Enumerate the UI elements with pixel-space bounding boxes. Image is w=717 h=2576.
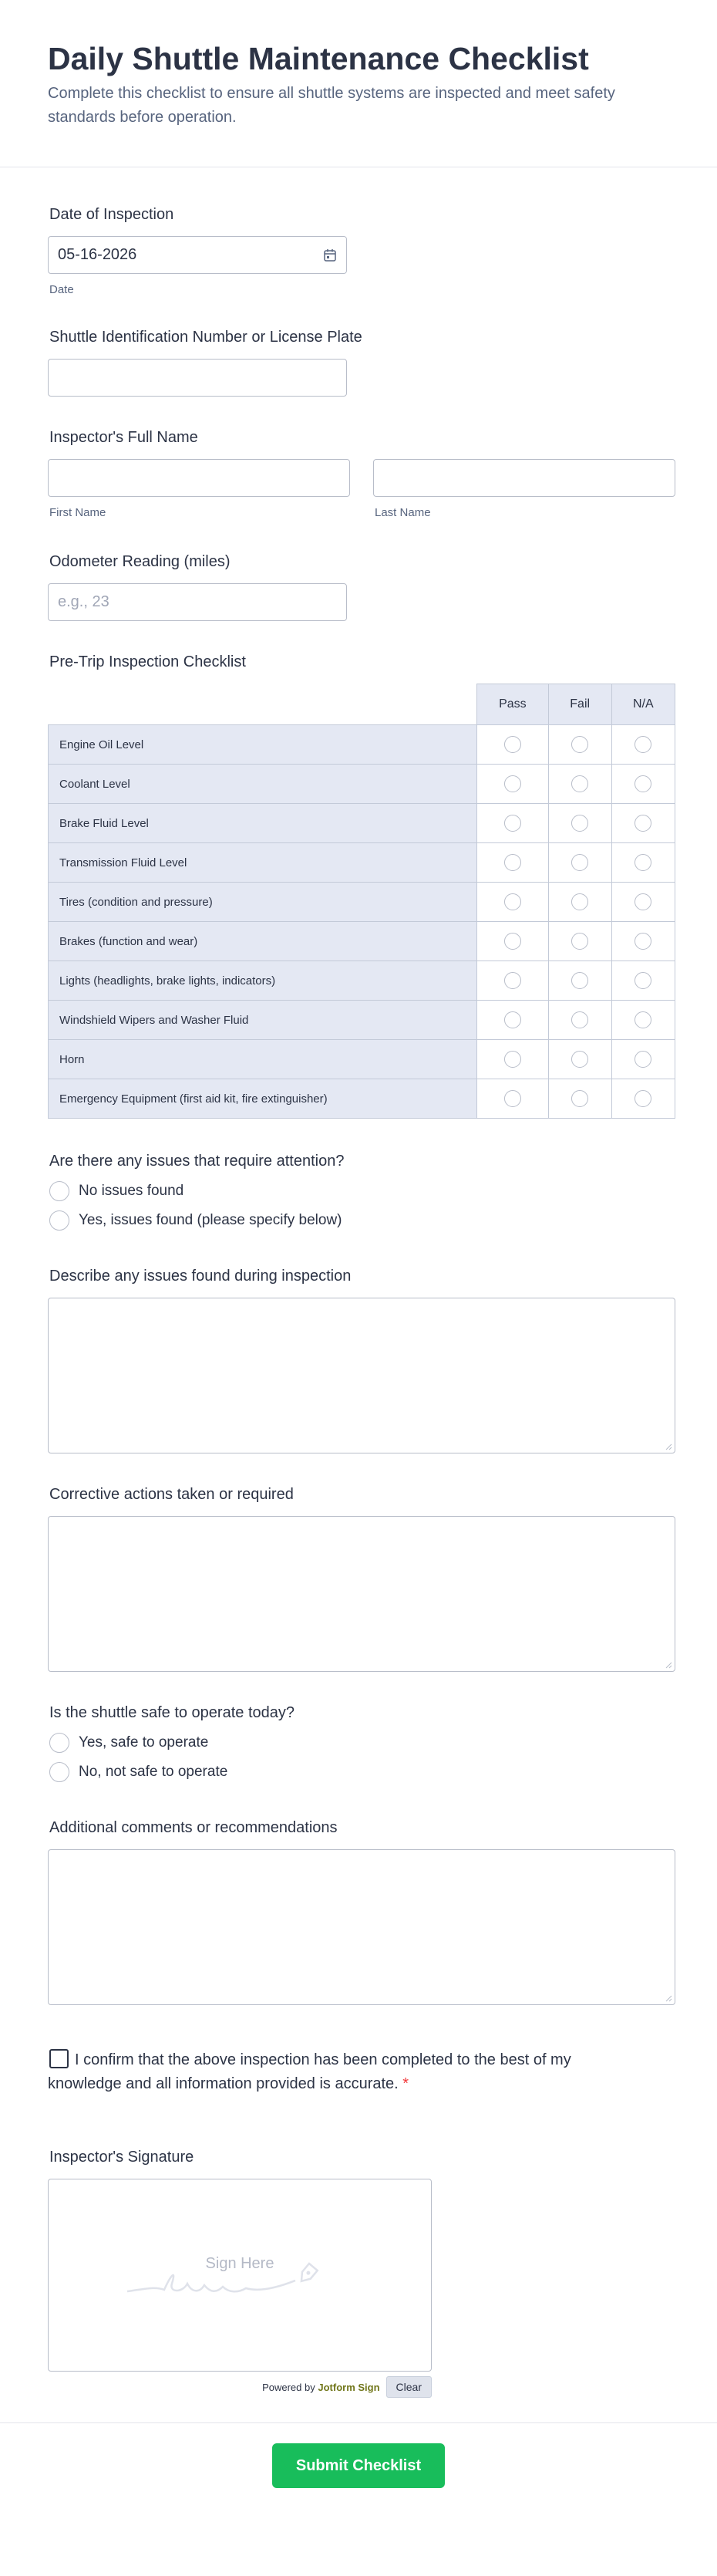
matrix-cell-pass [477,1040,548,1079]
comments-textarea[interactable] [48,1849,675,2005]
date-field [48,206,675,296]
matrix-rows [49,725,675,1119]
matrix-row-label: Windshield Wipers and Washer Fluid [49,1001,477,1040]
powered-brand: Jotform Sign [318,2381,380,2393]
column-fail: Fail [548,684,611,725]
option-safe[interactable] [49,1728,675,1757]
last-name-sublabel: Last Name [375,506,431,519]
radio-pass[interactable] [504,736,521,753]
matrix-row-label: Brake Fluid Level [49,804,477,843]
radio-na[interactable] [635,972,651,989]
matrix-cell-fail [548,843,611,883]
matrix-cell-pass [477,883,548,922]
matrix-cell-na [611,1001,675,1040]
checklist-field [48,653,675,1119]
matrix-row [49,843,675,883]
radio-not-safe[interactable] [49,1762,69,1782]
form-title: Daily Shuttle Maintenance Checklist [48,41,589,76]
radio-fail[interactable] [571,1090,588,1107]
radio-pass[interactable] [504,1011,521,1028]
radio-na[interactable] [635,1051,651,1068]
radio-na[interactable] [635,854,651,871]
inspector-name-field [48,429,675,519]
matrix-cell-pass [477,765,548,804]
clear-signature-button[interactable]: Clear [386,2376,432,2398]
radio-pass[interactable] [504,972,521,989]
radio-pass[interactable] [504,933,521,950]
matrix-cell-fail [548,804,611,843]
matrix-cell-fail [548,1079,611,1119]
matrix-row-label: Lights (headlights, brake lights, indicators) [49,961,477,1001]
form-body [0,206,717,2398]
radio-na[interactable] [635,815,651,832]
form-footer [0,2422,717,2508]
matrix-cell-pass [477,1079,548,1119]
odometer-placeholder: e.g., 23 [58,593,109,610]
signature-pad[interactable] [48,2179,432,2372]
radio-fail[interactable] [571,854,588,871]
matrix-row [49,765,675,804]
corrective-actions-field [48,1486,675,1672]
checklist-matrix [48,684,675,1119]
signature-placeholder: Sign Here [205,2255,274,2272]
calendar-icon[interactable] [323,248,337,262]
matrix-cell-fail [548,765,611,804]
radio-fail[interactable] [571,815,588,832]
matrix-cell-pass [477,725,548,765]
powered-by [262,2382,379,2393]
matrix-row [49,804,675,843]
radio-pass[interactable] [504,854,521,871]
first-name-sublabel: First Name [49,506,106,519]
radio-na[interactable] [635,775,651,792]
matrix-cell-pass [477,843,548,883]
matrix-cell-na [611,804,675,843]
matrix-cell-na [611,1040,675,1079]
resize-grip-icon[interactable] [665,1661,672,1669]
radio-pass[interactable] [504,775,521,792]
column-pass: Pass [477,684,548,725]
checklist-label: Pre-Trip Inspection Checklist [49,653,246,670]
signature-label: Inspector's Signature [49,2149,194,2166]
confirmation-row[interactable] [48,2048,587,2096]
matrix-row-label: Horn [49,1040,477,1079]
date-sublabel: Date [49,283,74,296]
issues-question-label: Are there any issues that require attention? [49,1153,345,1170]
confirmation-checkbox[interactable] [49,2049,69,2068]
date-label: Date of Inspection [49,206,174,223]
comments-field [48,1819,675,2005]
option-label: No issues found [79,1183,184,1199]
radio-pass[interactable] [504,1051,521,1068]
odometer-field [48,553,675,621]
matrix-cell-fail [548,1001,611,1040]
matrix-row [49,961,675,1001]
matrix-cell-na [611,765,675,804]
option-no-issues[interactable] [49,1177,675,1206]
submit-button[interactable]: Submit Checklist [272,2443,445,2488]
radio-pass[interactable] [504,815,521,832]
first-name-input[interactable] [48,459,350,497]
matrix-row [49,725,675,765]
radio-issues-found[interactable] [49,1210,69,1231]
matrix-row-label: Coolant Level [49,765,477,804]
matrix-row [49,1001,675,1040]
resize-grip-icon[interactable] [665,1443,672,1450]
signature-footer [48,2376,432,2398]
matrix-cell-na [611,961,675,1001]
required-mark: * [402,2075,409,2092]
date-value: 05-16-2026 [58,246,137,263]
matrix-cell-fail [548,922,611,961]
matrix-cell-fail [548,961,611,1001]
option-label: Yes, safe to operate [79,1734,209,1751]
radio-na[interactable] [635,933,651,950]
radio-na[interactable] [635,736,651,753]
shuttle-id-field [48,329,675,397]
radio-na[interactable] [635,1090,651,1107]
odometer-input[interactable] [48,583,347,621]
issues-description-field [48,1268,675,1453]
corrective-actions-label: Corrective actions taken or required [49,1486,294,1503]
matrix-row [49,1040,675,1079]
radio-fail[interactable] [571,933,588,950]
matrix-cell-pass [477,804,548,843]
option-issues-found[interactable] [49,1206,675,1235]
safe-question-label: Is the shuttle safe to operate today? [49,1704,295,1721]
matrix-cell-pass [477,1001,548,1040]
radio-safe[interactable] [49,1733,69,1753]
radio-pass[interactable] [504,1090,521,1107]
radio-pass[interactable] [504,893,521,910]
matrix-cell-fail [548,1040,611,1079]
matrix-row-label: Engine Oil Level [49,725,477,765]
matrix-cell-pass [477,961,548,1001]
radio-na[interactable] [635,893,651,910]
radio-fail[interactable] [571,1051,588,1068]
radio-na[interactable] [635,1011,651,1028]
matrix-cell-pass [477,922,548,961]
form-header [0,0,717,167]
radio-fail[interactable] [571,736,588,753]
matrix-cell-fail [548,883,611,922]
confirmation-text: I confirm that the above inspection has been completed to the best of my knowledge and all information provided is accurate. [48,2051,571,2092]
corrective-actions-textarea[interactable] [48,1516,675,1672]
shuttle-id-input[interactable] [48,359,347,397]
radio-fail[interactable] [571,1011,588,1028]
radio-fail[interactable] [571,893,588,910]
matrix-corner [49,684,477,725]
matrix-cell-na [611,1079,675,1119]
last-name-input[interactable] [373,459,675,497]
option-label: No, not safe to operate [79,1764,228,1780]
radio-fail[interactable] [571,972,588,989]
powered-prefix: Powered by [262,2381,315,2393]
resize-grip-icon[interactable] [665,1994,672,2002]
matrix-cell-na [611,883,675,922]
signature-field [48,2149,675,2398]
matrix-cell-fail [548,725,611,765]
option-not-safe[interactable] [49,1757,675,1787]
comments-label: Additional comments or recommendations [49,1819,338,1836]
form-subtitle: Complete this checklist to ensure all shuttle systems are inspected and meet safety standards before operation. [48,85,615,126]
safe-question-field [48,1704,675,1787]
column-na: N/A [611,684,675,725]
radio-fail[interactable] [571,775,588,792]
matrix-row-label: Transmission Fluid Level [49,843,477,883]
date-input[interactable] [48,236,347,274]
odometer-label: Odometer Reading (miles) [49,553,231,570]
matrix-row [49,922,675,961]
matrix-row-label: Tires (condition and pressure) [49,883,477,922]
matrix-cell-na [611,725,675,765]
issues-description-label: Describe any issues found during inspection [49,1268,352,1285]
matrix-row [49,883,675,922]
issues-description-textarea[interactable] [48,1298,675,1453]
matrix-cell-na [611,843,675,883]
issues-question-field [48,1153,675,1235]
matrix-cell-na [611,922,675,961]
matrix-row [49,1079,675,1119]
matrix-row-label: Brakes (function and wear) [49,922,477,961]
radio-no-issues[interactable] [49,1181,69,1201]
shuttle-id-label: Shuttle Identification Number or License Plate [49,329,362,346]
confirmation-field [48,2048,675,2096]
inspector-name-label: Inspector's Full Name [49,429,198,446]
option-label: Yes, issues found (please specify below) [79,1212,342,1228]
matrix-row-label: Emergency Equipment (first aid kit, fire extinguisher) [49,1079,477,1119]
